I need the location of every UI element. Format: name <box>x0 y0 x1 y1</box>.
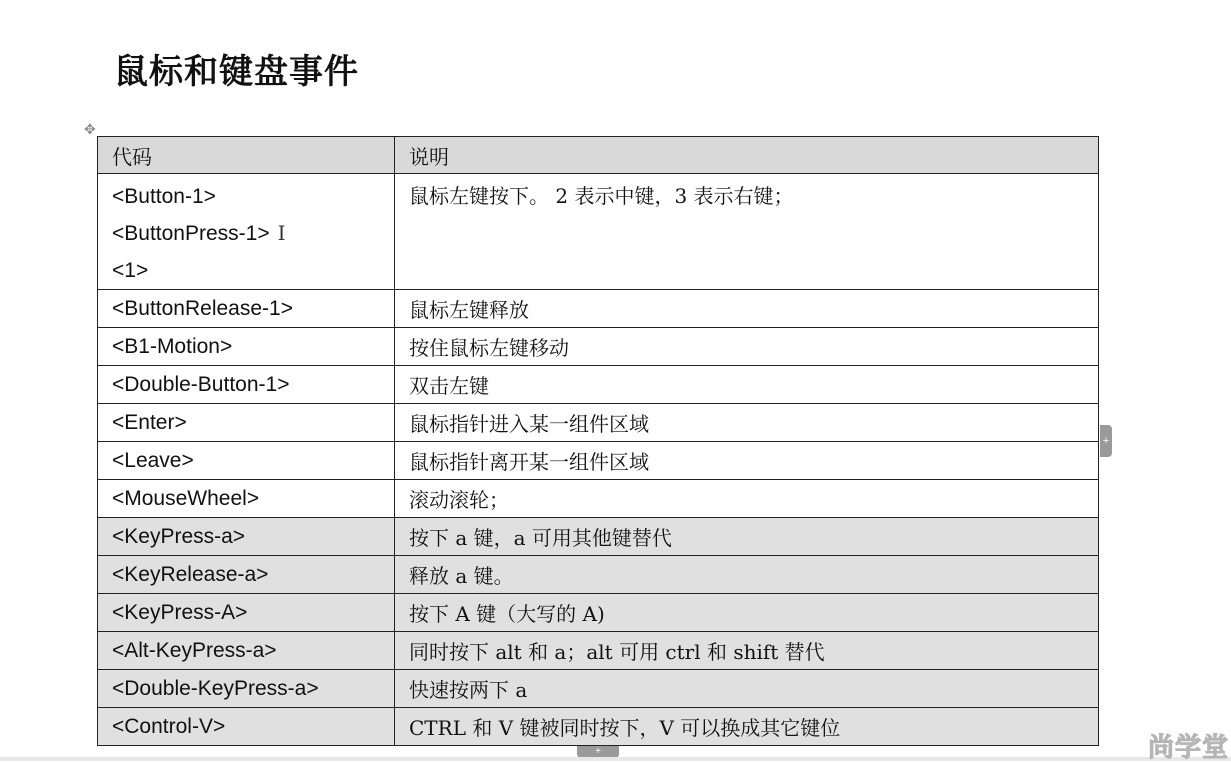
event-description: 鼠标指针进入某一组件区域 <box>409 412 649 436</box>
event-description: 鼠标指针离开某一组件区域 <box>409 450 649 474</box>
event-code: <KeyPress-A> <box>112 600 248 624</box>
event-code: <Double-Button-1> <box>112 372 290 396</box>
event-description-cell <box>395 708 1099 746</box>
event-code: <Double-KeyPress-a> <box>112 676 319 700</box>
event-code-cell <box>98 670 395 708</box>
event-code: <1> <box>112 259 149 282</box>
event-code: <B1-Motion> <box>112 334 233 358</box>
event-description: CTRL 和 V 键被同时按下，V 可以换成其它键位 <box>409 716 841 740</box>
page-title: 鼠标和键盘事件 <box>114 52 359 92</box>
table-row <box>98 174 1099 290</box>
event-code-cell <box>98 290 395 328</box>
header-code: 代码 <box>98 137 395 174</box>
events-table <box>97 136 1099 746</box>
event-description: 双击左键 <box>409 374 489 398</box>
event-code: <KeyRelease-a> <box>112 562 269 586</box>
event-code: <ButtonPress-1> <box>112 222 270 245</box>
event-description: 按下 A 键（大写的 A) <box>409 602 605 626</box>
event-code-cell <box>98 328 395 366</box>
table-header-row <box>98 137 1099 174</box>
event-code: <ButtonRelease-1> <box>112 296 293 320</box>
event-description-cell <box>395 518 1099 556</box>
event-description: 鼠标左键释放 <box>409 298 529 322</box>
event-code: <Enter> <box>112 410 187 434</box>
table-row <box>98 328 1099 366</box>
table-row <box>98 480 1099 518</box>
event-description-cell <box>395 480 1099 518</box>
event-code: <Control-V> <box>112 714 226 738</box>
event-code-cell <box>98 632 395 670</box>
event-description: 滚动滚轮； <box>409 488 509 512</box>
table-row <box>98 670 1099 708</box>
table-row <box>98 556 1099 594</box>
bottom-expand-handle[interactable]: + <box>577 746 619 758</box>
event-description-cell <box>395 290 1099 328</box>
event-code: <Alt-KeyPress-a> <box>112 638 277 662</box>
event-description-cell <box>395 404 1099 442</box>
event-description-cell <box>395 556 1099 594</box>
text-cursor-icon: I <box>277 221 286 245</box>
event-code: <MouseWheel> <box>112 486 260 510</box>
event-description-cell <box>395 670 1099 708</box>
event-code-cell <box>98 174 395 290</box>
move-handle-icon[interactable]: ✥ <box>84 122 96 138</box>
event-description-cell <box>395 594 1099 632</box>
event-description: 按住鼠标左键移动 <box>409 336 569 360</box>
event-description-cell <box>395 174 1099 290</box>
table-row <box>98 708 1099 746</box>
event-code-cell <box>98 442 395 480</box>
event-description: 释放 a 键。 <box>409 564 514 588</box>
watermark-logo: 尚学堂 <box>1147 733 1229 763</box>
table-row <box>98 518 1099 556</box>
event-description: 鼠标左键按下。 2 表示中键，3 表示右键； <box>409 184 794 208</box>
header-desc: 说明 <box>395 137 1099 174</box>
event-description: 快速按两下 a <box>409 678 528 702</box>
event-code-cell <box>98 594 395 632</box>
table-row <box>98 594 1099 632</box>
table-row <box>98 290 1099 328</box>
event-code-cell <box>98 708 395 746</box>
event-description-cell <box>395 328 1099 366</box>
event-code-cell <box>98 480 395 518</box>
table-row <box>98 366 1099 404</box>
event-code-cell <box>98 556 395 594</box>
event-code-cell <box>98 366 395 404</box>
event-description-cell <box>395 442 1099 480</box>
table-row <box>98 632 1099 670</box>
side-expand-handle[interactable]: + <box>1100 425 1112 457</box>
event-description: 按下 a 键，a 可用其他键替代 <box>409 526 672 550</box>
event-description-cell <box>395 366 1099 404</box>
event-code: <KeyPress-a> <box>112 524 246 548</box>
table-row <box>98 442 1099 480</box>
event-code-cell <box>98 404 395 442</box>
event-description: 同时按下 alt 和 a；alt 可用 ctrl 和 shift 替代 <box>409 640 825 664</box>
event-description-cell <box>395 632 1099 670</box>
table-row <box>98 404 1099 442</box>
bottom-bar <box>0 757 1231 761</box>
event-code: <Leave> <box>112 448 194 472</box>
event-code: <Button-1> <box>112 185 216 208</box>
event-code-cell <box>98 518 395 556</box>
